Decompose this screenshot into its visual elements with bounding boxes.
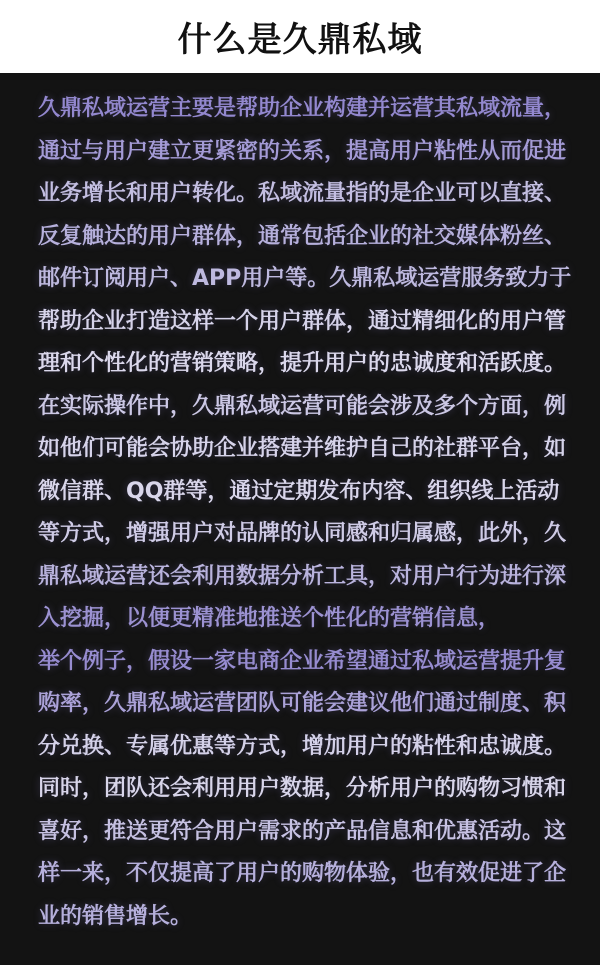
paragraph-line: 微信群、QQ群等，通过定期发布内容、组织线上活动 [38,478,560,504]
paragraph-line: 喜好，推送更符合用户需求的产品信息和优惠活动。这 [38,818,567,844]
paragraph-line: 邮件订阅用户、APP用户等。久鼎私域运营服务致力于 [38,266,572,291]
paragraph-line: 业务增长和用户转化。私域流量指的是企业可以直接、 [38,181,567,206]
page-title: 什么是久鼎私域 [177,20,423,60]
paragraph-line: 久鼎私域运营主要是帮助企业构建并运营其私域流量， [38,96,567,121]
paragraph-line: 入挖掘，以便更精准地推送个性化的营销信息， [38,606,501,631]
paragraph-line: 同时，团队还会利用用户数据，分析用户的购物习惯和 [38,776,567,801]
paragraph-line: 样一来，不仅提高了用户的购物体验，也有效促进了企 [38,861,567,886]
article-panel [0,73,600,965]
paragraph-line: 鼎私域运营还会利用数据分析工具，对用户行为进行深 [38,563,567,589]
paragraph-line: 帮助企业打造这样一个用户群体，通过精细化的用户管 [38,308,567,334]
page-header [0,0,600,73]
paragraph-line: 购率，久鼎私域运营团队可能会建议他们通过制度、积 [38,691,567,716]
paragraph-line: 如他们可能会协助企业搭建并维护自己的社群平台，如 [38,436,567,461]
paragraph-line: 反复触达的用户群体，通常包括企业的社交媒体粉丝、 [38,223,567,249]
paragraph-line: 在实际操作中，久鼎私域运营可能会涉及多个方面，例 [38,393,567,419]
paragraph-line: 理和个性化的营销策略，提升用户的忠诚度和活跃度。 [38,351,567,376]
paragraph-line: 等方式，增强用户对品牌的认同感和归属感，此外，久 [38,521,567,546]
paragraph-line: 通过与用户建立更紧密的关系，提高用户粘性从而促进 [38,138,567,164]
paragraph-line: 分兑换、专属优惠等方式，增加用户的粘性和忠诚度。 [38,733,567,759]
paragraph-line: 举个例子，假设一家电商企业希望通过私域运营提升复 [38,648,567,674]
paragraph-line: 业的销售增长。 [38,903,193,929]
